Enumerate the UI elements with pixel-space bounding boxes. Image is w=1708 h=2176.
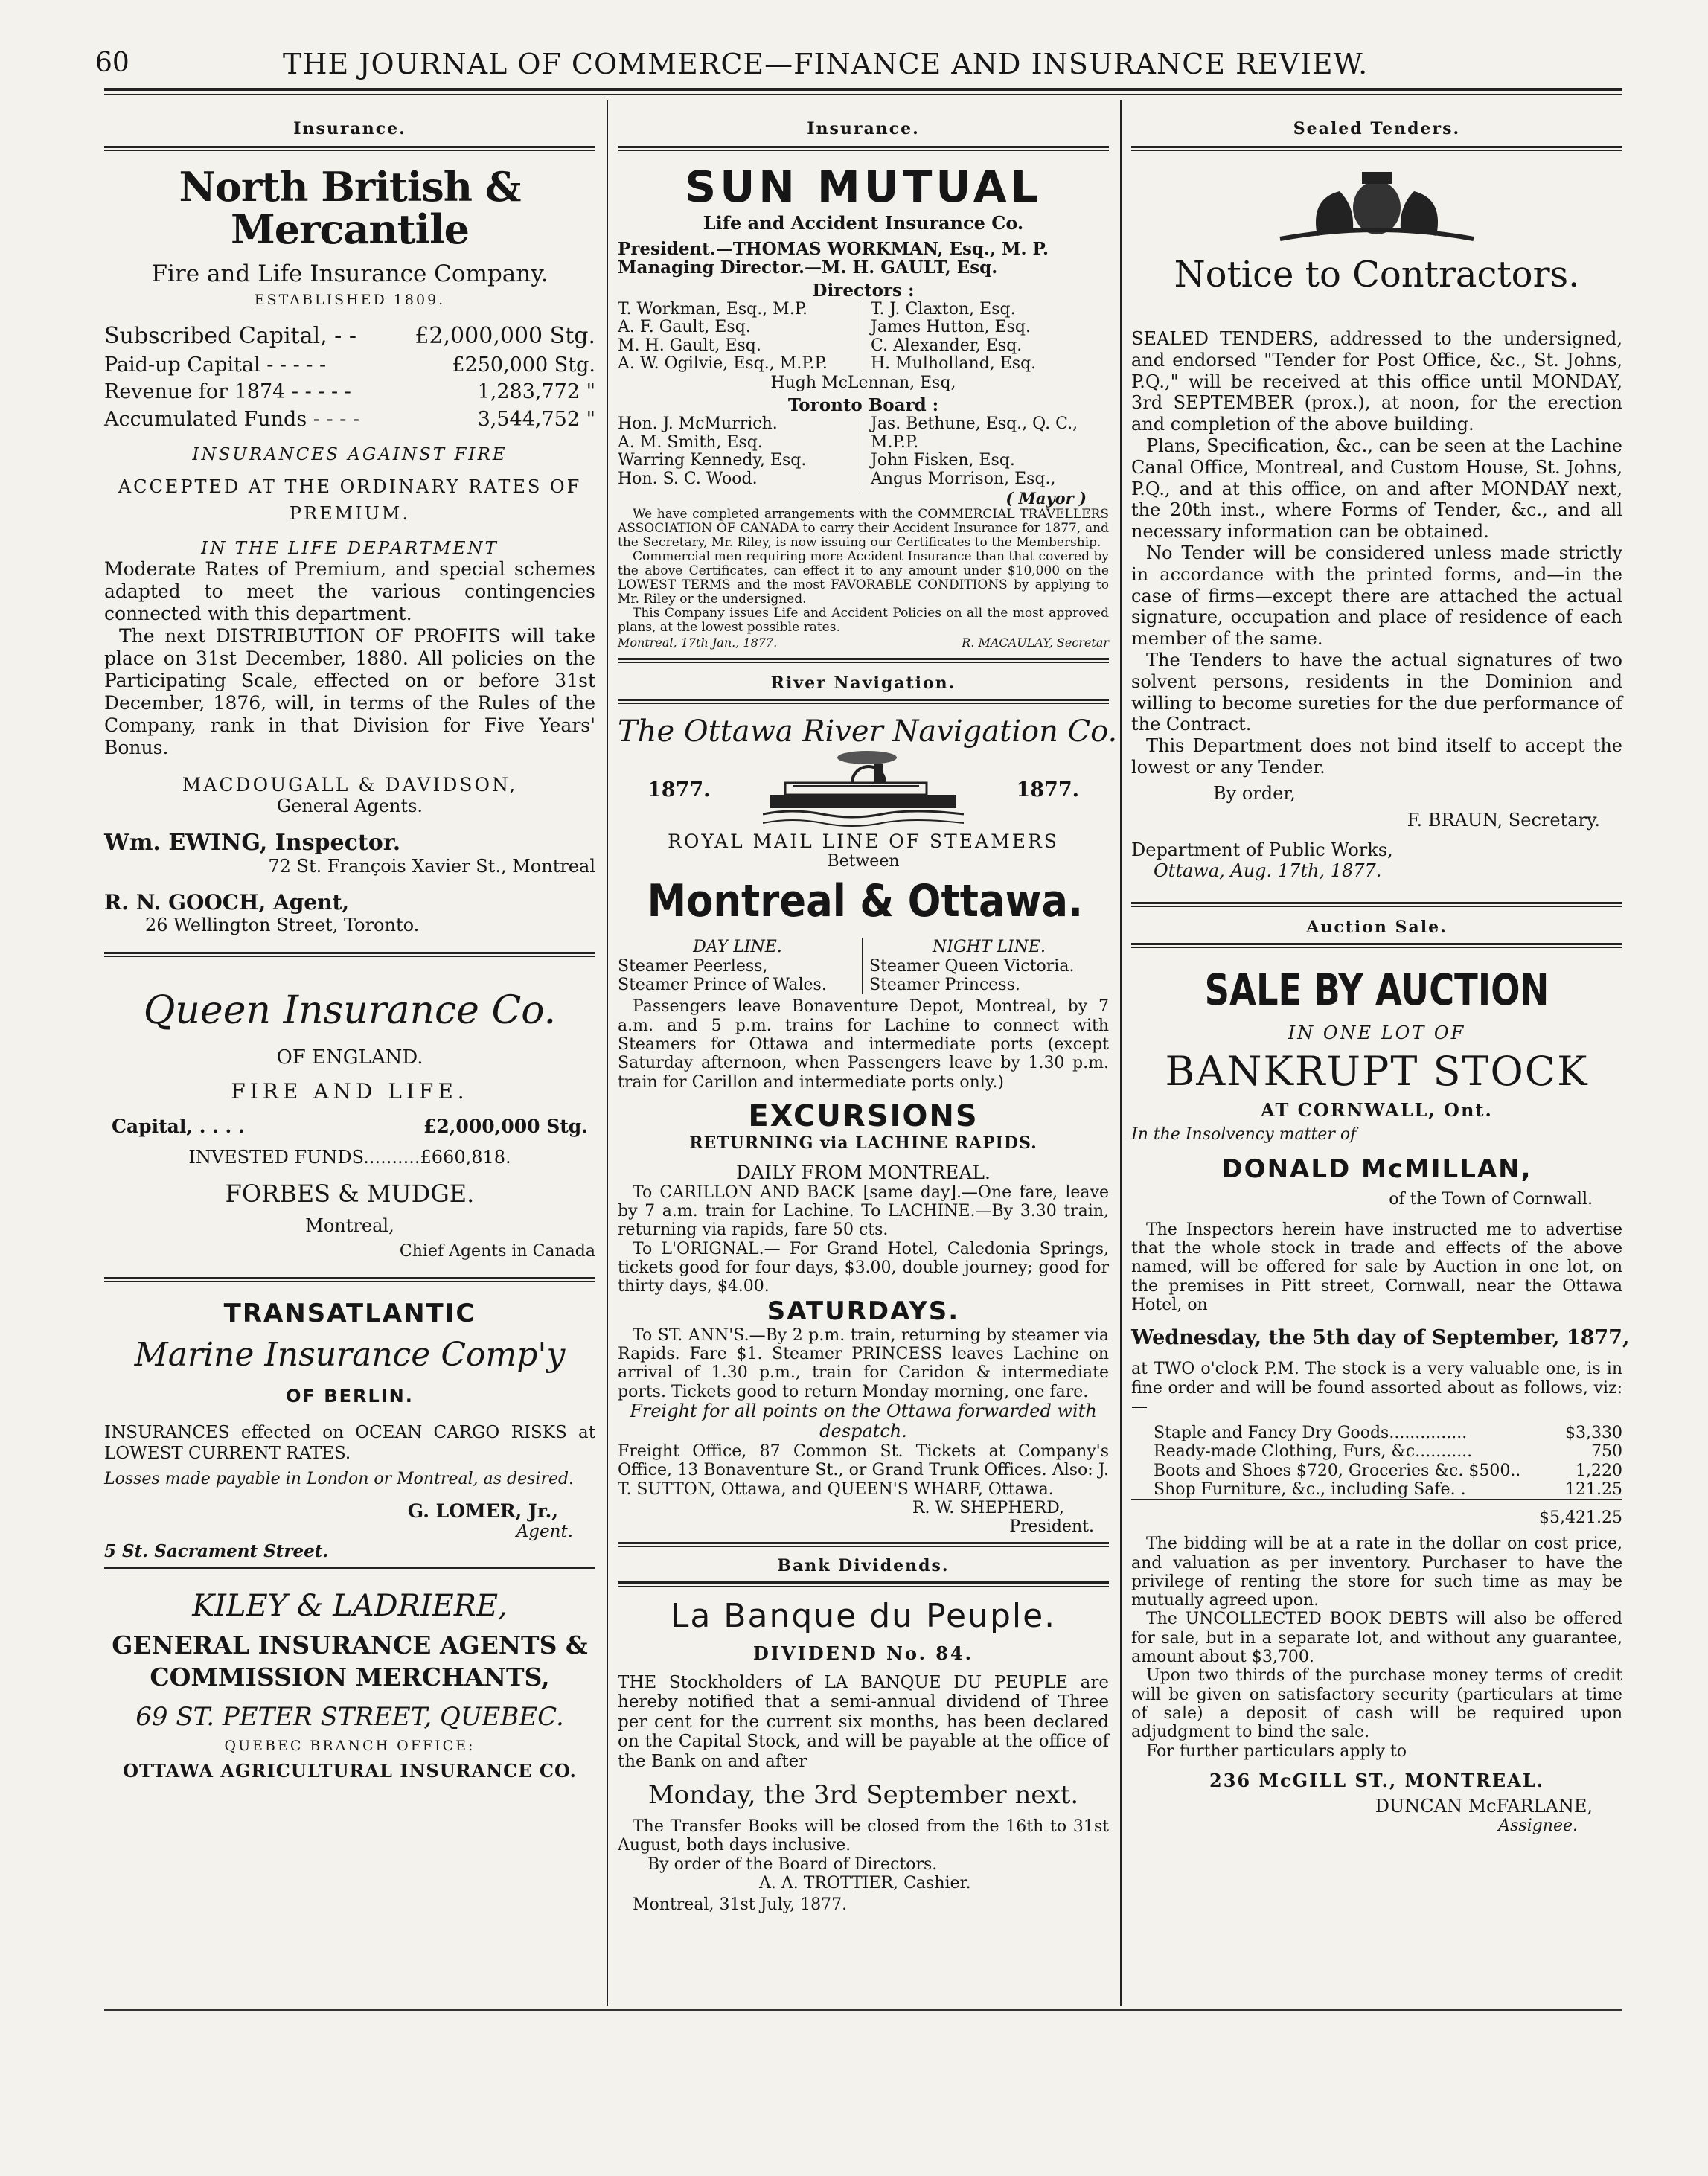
ottawa-freight: Freight for all points on the Ottawa forwarded with despatch. (630, 1400, 1097, 1442)
banque-title: La Banque du Peuple. (670, 1596, 1057, 1635)
nbm-row: Revenue for 1874 - - - - - 1,283,772 " (104, 380, 595, 404)
ottawa-signer-role: President. (1009, 1517, 1094, 1536)
ottawa-saturday-text: To ST. ANN'S.—By 2 p.m. train, returning by steamer via Rapids. Fare $1. Steamer PRINCESS leaves Lachine on arrival of 1.30 p.m., train for Caridon & intermediate ports. Tickets good to return Monday morning, one fare. (618, 1325, 1109, 1401)
sun-directors-head: Directors : (812, 280, 915, 301)
sun-notice: Commercial men requiring more Accident Insurance than that covered by the above Certificates, can effect it to any amount under $10,000 on the LOWEST TERMS and the most FAVORABLE CONDITIONS by applying to Mr. Riley or the undersigned. (618, 548, 1109, 607)
year-right: 1877. (1016, 778, 1079, 801)
tenders-dept-place: Ottawa, Aug. 17th, 1877. (1154, 860, 1382, 881)
header-rule (104, 88, 1622, 91)
header-rule-thin (104, 94, 1622, 95)
footer-rule (104, 2009, 1622, 2011)
banque-text: THE Stockholders of LA BANQUE DU PEUPLE are hereby notified that a semi-annual dividend of Three per cent for the current six months, has been declared on the Capital Stock, and will be payable at the office of the Bank on and after (618, 1672, 1109, 1771)
queen-city: Montreal, (305, 1215, 394, 1236)
tenders-paragraph: No Tender will be considered unless made strictly in accordance with the printed forms, and—in the case of firms—except there are attached the actual signature, occupation and place of residence of each member of the same. (1131, 542, 1622, 650)
auction-lot: IN ONE LOT OF (1288, 1022, 1466, 1043)
ottawa-daily: DAILY FROM MONTREAL. (736, 1161, 991, 1183)
kiley-branch: QUEBEC BRANCH OFFICE: (224, 1737, 476, 1754)
ottawa-between: Between (827, 852, 900, 871)
ottawa-title: The Ottawa River Navigation Co. (618, 714, 1118, 749)
auction-paragraph: Upon two thirds of the purchase money terms of credit will be given on satisfactory security (particulars at time of sale) a deposit of cash will be required upon adjudgment to bind the sale. (1131, 1666, 1622, 1742)
nbm-inspector-address: 72 St. François Xavier St., Montreal (268, 856, 595, 877)
nbm-fire-text: ACCEPTED AT THE ORDINARY RATES OF PREMIUM. (118, 476, 582, 525)
kiley-line1: GENERAL INSURANCE AGENTS & (112, 1630, 588, 1660)
nbm-subtitle: Fire and Life Insurance Company. (151, 260, 548, 288)
stock-item: Shop Furniture, &c., including Safe. . 121.25 (1131, 1480, 1622, 1500)
advert-separator (1131, 902, 1622, 907)
stock-item: Staple and Fancy Dry Goods............... $3,330 (1154, 1424, 1622, 1443)
advert-separator (104, 952, 595, 957)
nbm-row: Paid-up Capital - - - - - £250,000 Stg. (104, 353, 595, 377)
ottawa-route: Montreal & Ottawa. (647, 875, 1084, 928)
sun-toronto-head: Toronto Board : (787, 395, 939, 416)
sun-subtitle: Life and Accident Insurance Co. (703, 212, 1024, 234)
ottawa-office: Freight Office, 87 Common St. Tickets at Company's Office, 13 Bonaventure St., or Grand Trunk Offices. Also: J. T. SUTTON, Ottawa, and QUEEN'S WHARF, Ottawa. (618, 1442, 1109, 1499)
ottawa-excursions: EXCURSIONS (748, 1098, 979, 1133)
transatlantic-text: INSURANCES effected on OCEAN CARGO RISKS at LOWEST CURRENT RATES. (104, 1422, 595, 1463)
tenders-dept: Department of Public Works, (1131, 839, 1393, 860)
section-rule (618, 699, 1109, 704)
tenders-paragraph: The Tenders to have the actual signatures of two solvent persons, residents in the Dominion and willing to become sureties for the due performance of the Contract. (1131, 649, 1622, 735)
banque-order: By order of the Board of Directors. (647, 1855, 938, 1874)
auction-assignee: DUNCAN McFARLANE, (1375, 1795, 1593, 1817)
column-middle (618, 104, 1118, 1915)
ottawa-royal: ROYAL MAIL LINE OF STEAMERS (668, 831, 1059, 853)
section-heading: Bank Dividends. (777, 1555, 950, 1575)
auction-date: Wednesday, the 5th day of September, 1877, (1131, 1326, 1630, 1350)
stock-item: Boots and Shoes $720, Groceries &c. $500.. 1,220 (1154, 1461, 1622, 1480)
stock-item: Ready-made Clothing, Furs, &c........... 750 (1154, 1442, 1622, 1462)
nbm-title: North British & Mercantile (179, 163, 521, 253)
day-line: DAY LINE. Steamer Peerless, Steamer Prince of Wales. (618, 938, 863, 994)
auction-matter: In the Insolvency matter of (1131, 1124, 1357, 1144)
section-heading: River Navigation. (770, 673, 956, 694)
column-right (1131, 104, 1630, 1835)
auction-paragraph: The UNCOLLECTED BOOK DEBTS will also be offered for sale, but in a separate lot, and without any guarantee, amount about $3,700. (1131, 1610, 1622, 1667)
section-rule (618, 146, 1109, 151)
banque-place: Montreal, 31st July, 1877. (633, 1895, 848, 1915)
nbm-agent-address: 26 Wellington Street, Toronto. (145, 915, 420, 936)
auction-stock-list (1131, 1424, 1622, 1527)
kiley-address: 69 ST. PETER STREET, QUEBEC. (135, 1701, 564, 1732)
sun-mutual-advert (618, 161, 1109, 650)
year-left: 1877. (647, 778, 711, 801)
auction-assignee-role: Assignee. (1498, 1816, 1578, 1835)
auction-paragraph: The bidding will be at a rate in the dollar on cost price, and valuation as per inventory. Purchaser to have the privilege of renting the store for such time as may be mutually agreed upon. (1131, 1535, 1622, 1610)
nbm-agent: R. N. GOOCH, Agent, (104, 890, 350, 915)
transatlantic-advert (104, 1299, 595, 1561)
auction-stock: BANKRUPT STOCK (1165, 1047, 1589, 1095)
ottawa-excursion-text: To CARILLON AND BACK [same day].—One fare, leave by 7 a.m. train for Lachine. To LACHINE.—By 3.30 train, returning via rapids, fare 50 cts. (618, 1183, 1109, 1240)
ottawa-navigation-advert (618, 714, 1118, 1536)
sun-mayor: ( Mayor ) (1005, 488, 1087, 508)
kiley-line2: COMMISSION MERCHANTS, (150, 1662, 550, 1692)
stock-total: $5,421.25 (1539, 1508, 1622, 1528)
nbm-agents: MACDOUGALL & DAVIDSON, (182, 774, 518, 796)
transatlantic-of: OF BERLIN. (286, 1385, 414, 1407)
column-divider (1120, 100, 1122, 2006)
nbm-inspector: Wm. EWING, Inspector. (104, 830, 401, 857)
nbm-life-text: Moderate Rates of Premium, and special schemes adapted to meet the various contingencies connected with this department. (104, 558, 595, 625)
auction-town: of the Town of Cornwall. (1389, 1189, 1593, 1209)
sun-notice: This Company issues Life and Accident Policies on all the most approved plans, at the lowest possible rates. (618, 605, 1109, 635)
column-left (104, 104, 595, 1782)
section-heading: Insurance. (807, 119, 920, 138)
tenders-notice (1131, 161, 1622, 881)
queen-advert (104, 988, 595, 1261)
ottawa-signer: R. W. SHEPHERD, (912, 1498, 1064, 1517)
ottawa-returning: RETURNING via LACHINE RAPIDS. (689, 1133, 1037, 1153)
page-number: 60 (95, 48, 129, 78)
sun-president: President.—THOMAS WORKMAN, Esq., M. P. (618, 239, 1049, 259)
sun-notice: We have completed arrangements with the COMMERCIAL TRAVELLERS ASSOCIATION OF CANADA to carry their Accident Insurance for 1877, and the Secretary, Mr. Riley, is now issuing our Certificates to the Membership. (618, 506, 1109, 550)
nbm-agents-role: General Agents. (276, 796, 423, 817)
transatlantic-subtitle: Marine Insurance Comp'y (134, 1335, 566, 1374)
sun-title: SUN MUTUAL (685, 161, 1042, 212)
queen-kind: FIRE AND LIFE. (231, 1079, 469, 1104)
transatlantic-title: TRANSATLANTIC (223, 1298, 476, 1328)
advert-separator (618, 1542, 1109, 1547)
tenders-by: By order, (1213, 782, 1296, 804)
nbm-established: ESTABLISHED 1809. (254, 292, 446, 309)
nbm-row: Accumulated Funds - - - - 3,544,752 " (104, 407, 595, 431)
kiley-title: KILEY & LADRIERE, (192, 1588, 508, 1623)
queen-title: Queen Insurance Co. (143, 988, 557, 1034)
auction-further: For further particulars apply to (1146, 1741, 1407, 1761)
tenders-paragraph: Plans, Specification, &c., can be seen at the Lachine Canal Office, Montreal, and Custom House, St. Johns, P.Q., and at this office, on and after MONDAY next, the 20th inst., where Forms of Tender, &c., and all necessary information can be obtained. (1131, 435, 1622, 543)
banque-advert (618, 1597, 1109, 1915)
banque-date: Monday, the 3rd September next. (647, 1780, 1079, 1811)
advert-separator (104, 1277, 595, 1282)
royal-crest-icon (1265, 161, 1488, 243)
section-heading: Sealed Tenders. (1293, 119, 1461, 138)
queen-role: Chief Agents in Canada (399, 1241, 595, 1261)
auction-place: AT CORNWALL, Ont. (1261, 1098, 1493, 1121)
auction-paragraph: at TWO o'clock P.M. The stock is a very valuable one, is in fine order and will be found assorted about as follows, viz:— (1131, 1360, 1622, 1416)
sun-directors-last: Hugh McLennan, Esq, (770, 374, 956, 393)
tenders-title: Notice to Contractors. (1174, 254, 1580, 295)
banque-transfer: The Transfer Books will be closed from the 16th to 31st August, both days inclusive. (618, 1817, 1109, 1855)
transatlantic-role: Agent. (516, 1521, 573, 1541)
advert-separator (104, 1567, 595, 1572)
transatlantic-address: 5 St. Sacrament Street. (104, 1540, 329, 1561)
nbm-row: Subscribed Capital, - - £2,000,000 Stg. (104, 323, 595, 350)
transatlantic-losses: Losses made payable in London or Montreal, as desired. (104, 1470, 575, 1489)
night-line: NIGHT LINE. Steamer Queen Victoria. Steamer Princess. (869, 938, 1075, 995)
section-rule (618, 1581, 1109, 1587)
auction-title: SALE BY AUCTION (1204, 964, 1549, 1015)
auction-name: DONALD McMILLAN, (1221, 1153, 1532, 1184)
sun-directors-list: T. Workman, Esq., M.P. T. J. Claxton, Esq. A. F. Gault, Esq. James Hutton, Esq. M. H. Gault, Esq. C. Alexander, Esq. A. W. Ogilvie, Esq., M.P.P. H. Mulholland, Esq. (618, 299, 1037, 374)
auction-paragraph: The Inspectors herein have instructed me to advertise that the whole stock in trade and effects of the above named, will be offered for sale by Auction in one lot, on the premises in Pitt street, Cornwall, near the Ottawa Hotel, on (1131, 1220, 1622, 1314)
banque-cashier: A. A. TROTTIER, Cashier. (759, 1873, 971, 1892)
auction-address: 236 McGILL ST., MONTREAL. (1209, 1769, 1544, 1791)
nbm-life-head: IN THE LIFE DEPARTMENT (201, 539, 499, 559)
sun-footer: Montreal, 17th Jan., 1877. R. MACAULAY, Secretar (618, 635, 1109, 650)
queen-of: OF ENGLAND. (276, 1046, 423, 1069)
ottawa-excursion-text: To L'ORIGNAL.— For Grand Hotel, Caledonia Springs, tickets good for four days, $3.00, double journey; good for thirty days, $4.00. (618, 1239, 1109, 1296)
transatlantic-agent: G. LOMER, Jr., (407, 1500, 558, 1522)
sun-toronto-list: Hon. J. McMurrich. Jas. Bethune, Esq., Q. C., A. M. Smith, Esq. M.P.P. Warring Kennedy, Esq. John Fisken, Esq. Hon. S. C. Wood. Angus Morrison, Esq., (618, 415, 1078, 488)
kiley-advert (104, 1589, 595, 1782)
tenders-paragraph: This Department does not bind itself to accept the lowest or any Tender. (1131, 735, 1622, 778)
section-rule (1131, 943, 1622, 948)
advert-separator (618, 658, 1109, 663)
section-heading: Auction Sale. (1306, 917, 1448, 937)
queen-capital: Capital, . . . . £2,000,000 Stg. (112, 1116, 588, 1138)
ottawa-lines (618, 938, 1109, 994)
kiley-company: OTTAWA AGRICULTURAL INSURANCE CO. (123, 1759, 577, 1782)
ottawa-passengers: Passengers leave Bonaventure Depot, Montreal, by 7 a.m. and 5 p.m. trains for Lachine to connect with Steamers for Ottawa and intermediate ports (except Saturday afternoon, when Passengers leave by 1.30 p.m. train for Carillon and intermediate ports only.) (618, 997, 1109, 1092)
tenders-signer: F. BRAUN, Secretary. (1407, 809, 1600, 831)
ottawa-saturdays: SATURDAYS. (767, 1296, 960, 1326)
queen-funds: INVESTED FUNDS..........£660,818. (188, 1146, 511, 1168)
page-header: THE JOURNAL OF COMMERCE—FINANCE AND INSURANCE REVIEW. (283, 48, 1369, 80)
nbm-advert (104, 163, 595, 936)
queen-agents: FORBES & MUDGE. (225, 1179, 475, 1208)
banque-dividend: DIVIDEND No. 84. (752, 1642, 974, 1664)
ottawa-year-row (618, 749, 1109, 831)
tenders-paragraph: SEALED TENDERS, addressed to the undersigned, and endorsed "Tender for Post Office, &c., St. Johns, P.Q.," will be received at this office until MONDAY, 3rd SEPTEMBER (prox.), at noon, for the erection and completion of the above building. (1131, 328, 1622, 435)
nbm-profits-text: The next DISTRIBUTION OF PROFITS will take place on 31st December, 1880. All policies on the Participating Scale, effected on or before 31st December, 1876, will, in terms of the Rules of the Company, rank in that Division for Five Years' Bonus. (104, 625, 595, 759)
section-rule (1131, 146, 1622, 151)
auction-advert (1131, 964, 1630, 1835)
steamer-icon (763, 749, 964, 831)
section-heading: Insurance. (293, 119, 406, 138)
sun-director: Managing Director.—M. H. GAULT, Esq. (618, 257, 998, 278)
nbm-fire-head: INSURANCES AGAINST FIRE (192, 445, 508, 465)
column-divider (607, 100, 608, 2006)
section-rule (104, 146, 595, 151)
